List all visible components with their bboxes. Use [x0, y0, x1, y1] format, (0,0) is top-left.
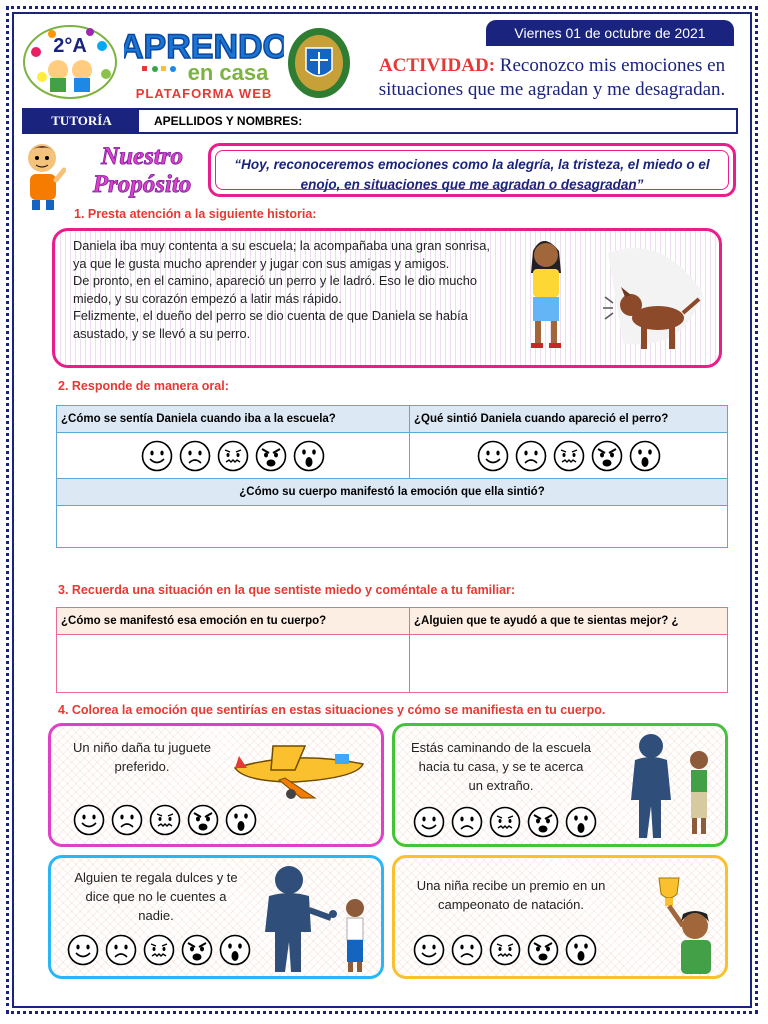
- emotion-face-icon[interactable]: [67, 934, 99, 966]
- emotion-face-icon[interactable]: [141, 440, 173, 472]
- question-cell: ¿Qué sintió Daniela cuando apareció el perro?: [410, 406, 728, 433]
- situation-text: Alguien te regala dulces y te dice que no le cuentes a nadie.: [74, 870, 238, 923]
- date-tab: Viernes 01 de octubre de 2021: [486, 20, 734, 46]
- emotion-face-icon[interactable]: [489, 806, 521, 838]
- purpose-box: [208, 143, 736, 197]
- situation-text: Una niña recibe un premio en un campeonato de natación.: [416, 878, 606, 912]
- emotion-faces: [73, 804, 257, 836]
- decorative-shapes-icon: [142, 66, 176, 72]
- activity-label: ACTIVIDAD:: [378, 55, 496, 76]
- answer-cell[interactable]: [410, 635, 728, 693]
- section3-title: 3. Recuerda una situación en la que sentiste miedo y coméntale a tu familiar:: [58, 583, 516, 597]
- toy-airplane-illustration: [225, 736, 375, 806]
- purpose-text: “Hoy, reconoceremos emociones como la alegría, la tristeza, el miedo o el enojo, en situaciones que me agradan o desagradan”: [215, 150, 729, 190]
- emotion-face-icon[interactable]: [451, 934, 483, 966]
- trophy-icon: [659, 878, 679, 906]
- story-text: [73, 237, 505, 342]
- situation-card-2: [392, 723, 728, 847]
- aprendo-en-casa-logo: [124, 24, 284, 104]
- emotion-face-icon[interactable]: [187, 804, 219, 836]
- emotion-face-icon[interactable]: [527, 934, 559, 966]
- emotion-faces-cell: [410, 433, 728, 479]
- emotion-face-icon[interactable]: [225, 804, 257, 836]
- emotion-face-icon[interactable]: [143, 934, 175, 966]
- brand-subtitle: en casa: [187, 60, 269, 85]
- emotion-face-icon[interactable]: [413, 806, 445, 838]
- emotion-face-icon[interactable]: [451, 806, 483, 838]
- question-cell: ¿Cómo su cuerpo manifestó la emoción que ella sintió?: [57, 479, 728, 506]
- emotion-faces: [413, 934, 597, 966]
- section1-title: 1. Presta atención a la siguiente historia:: [74, 207, 317, 221]
- emotion-face-icon[interactable]: [105, 934, 137, 966]
- emotion-face-icon[interactable]: [111, 804, 143, 836]
- stranger-and-child-illustration: [621, 730, 725, 842]
- answer-cell[interactable]: [57, 506, 728, 548]
- emotion-faces: [67, 934, 251, 966]
- emotion-faces: [414, 440, 723, 472]
- question-cell: ¿Alguien que te ayudó a que te sientas mejor? ¿: [410, 608, 728, 635]
- section4-title: 4. Colorea la emoción que sentirías en estas situaciones y cómo se manifiesta en tu cuerpo.: [58, 703, 606, 717]
- emotion-face-icon[interactable]: [413, 934, 445, 966]
- emotion-face-icon[interactable]: [515, 440, 547, 472]
- brand-title: APRENDO: [124, 28, 284, 66]
- oral-questions-table: [56, 405, 728, 548]
- situation-text: Un niño daña tu juguete preferido.: [72, 740, 212, 774]
- situation-card-1: [48, 723, 384, 847]
- stranger-offering-candy-illustration: [247, 862, 377, 974]
- story-paragraph: Daniela iba muy contenta a su escuela; la acompañaba una gran sonrisa, ya que le gusta mucho aprender y jugar con sus amigas y amigos.: [73, 238, 490, 271]
- school-shield-icon: [286, 26, 352, 100]
- emotion-face-icon[interactable]: [489, 934, 521, 966]
- situation-text: Estás caminando de la escuela hacia tu casa, y se te acerca un extraño.: [411, 740, 591, 793]
- emotion-face-icon[interactable]: [181, 934, 213, 966]
- grade-logo: [22, 22, 118, 100]
- boy-pointing-illustration: [22, 140, 66, 210]
- purpose-title-line2: Propósito: [92, 171, 192, 198]
- stranger-silhouette-icon: [631, 734, 671, 838]
- emotion-face-icon[interactable]: [565, 934, 597, 966]
- grade-badge: 2°A: [53, 35, 87, 57]
- girl-figure-icon: [531, 241, 561, 348]
- activity-heading: [360, 54, 744, 102]
- brand-tag: PLATAFORMA WEB: [135, 86, 273, 101]
- emotion-face-icon[interactable]: [149, 804, 181, 836]
- emotion-face-icon[interactable]: [477, 440, 509, 472]
- question-cell: ¿Cómo se manifestó esa emoción en tu cuerpo?: [57, 608, 410, 635]
- situation-card-3: [48, 855, 384, 979]
- story-box: [52, 228, 722, 368]
- girl-with-trophy-illustration: [643, 874, 727, 976]
- student-info-bar: [22, 108, 738, 134]
- activity-text: Reconozco mis emociones en situaciones que me agradan y me desagradan.: [378, 55, 726, 100]
- emotion-face-icon[interactable]: [565, 806, 597, 838]
- girl-and-dog-illustration: [513, 233, 713, 363]
- emotion-faces: [61, 440, 405, 472]
- emotion-face-icon[interactable]: [591, 440, 623, 472]
- emotion-face-icon[interactable]: [255, 440, 287, 472]
- emotion-face-icon[interactable]: [527, 806, 559, 838]
- question-cell: ¿Cómo se sentía Daniela cuando iba a la escuela?: [57, 406, 410, 433]
- emotion-face-icon[interactable]: [73, 804, 105, 836]
- emotion-faces-cell: [57, 433, 410, 479]
- names-label: APELLIDOS Y NOMBRES:: [154, 114, 303, 128]
- area-label: TUTORÍA: [24, 110, 139, 132]
- emotion-face-icon[interactable]: [179, 440, 211, 472]
- purpose-title: [84, 140, 202, 200]
- situation-card-4: [392, 855, 728, 979]
- emotion-face-icon[interactable]: [219, 934, 251, 966]
- answer-cell[interactable]: [57, 635, 410, 693]
- child-figure-icon: [346, 899, 364, 972]
- section2-title: 2. Responde de manera oral:: [58, 379, 229, 393]
- emotion-face-icon[interactable]: [217, 440, 249, 472]
- stranger-silhouette-icon: [265, 866, 337, 972]
- fear-questions-table: [56, 607, 728, 693]
- story-paragraph: De pronto, en el camino, apareció un perro y le ladró. Eso le dio mucho miedo, y su corazón empezó a latir más rápido.: [73, 273, 478, 306]
- emotion-face-icon[interactable]: [629, 440, 661, 472]
- story-paragraph: Felizmente, el dueño del perro se dio cuenta de que Daniela se había asustado, y se llevó a su perro.: [73, 308, 468, 341]
- purpose-title-line1: Nuestro: [101, 143, 183, 170]
- child-figure-icon: [690, 751, 708, 834]
- emotion-face-icon[interactable]: [293, 440, 325, 472]
- emotion-faces: [413, 806, 597, 838]
- emotion-face-icon[interactable]: [553, 440, 585, 472]
